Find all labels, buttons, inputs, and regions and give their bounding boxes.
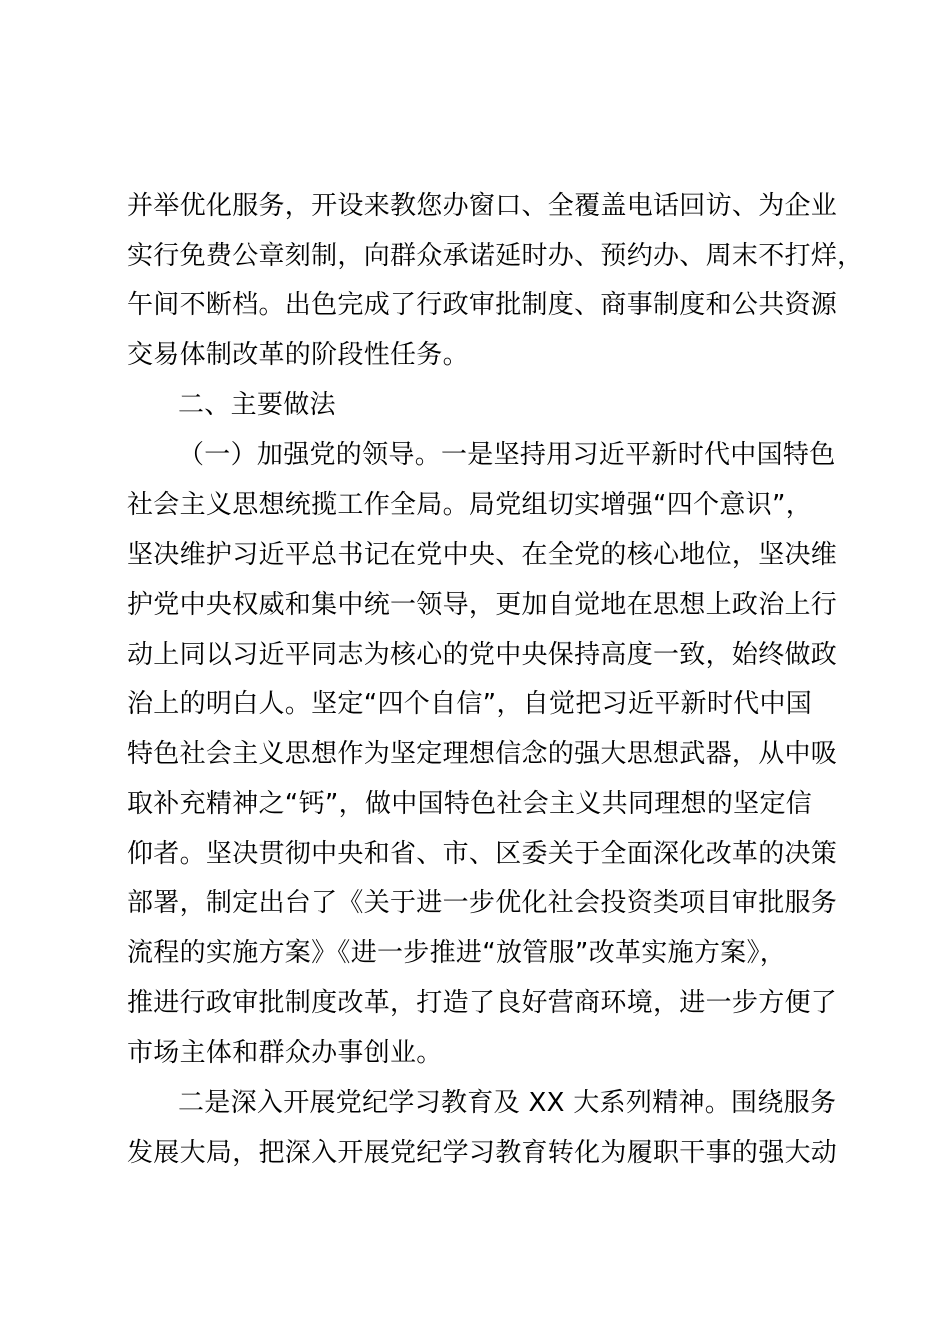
paragraph-line: 推进行政审批制度改革，打造了良好营商环境，进一步方便了 — [127, 988, 838, 1018]
paragraph-line: 午间不断档。出色完成了行政审批制度、商事制度和公共资源 — [127, 290, 838, 320]
paragraph-line: 护党中央权威和集中统一领导，更加自觉地在思想上政治上行 — [127, 590, 838, 620]
paragraph-line: 流程的实施方案》《进一步推进“放管服”改革实施方案》， — [127, 938, 787, 968]
paragraph-line: 并举优化服务，开设来教您办窗口、全覆盖电话回访、为企业 — [127, 191, 838, 221]
paragraph-line: 动上同以习近平同志为核心的党中央保持高度一致，始终做政 — [127, 640, 838, 670]
paragraph-line: 二是深入开展党纪学习教育及 XX 大系列精神。围绕服务 — [178, 1088, 837, 1118]
paragraph-line: 发展大局，把深入开展党纪学习教育转化为履职干事的强大动 — [127, 1138, 838, 1168]
paragraph-line: 实行免费公章刻制，向群众承诺延时办、预约办、周末不打烊， — [127, 241, 864, 271]
paragraph-line: 治上的明白人。坚定“四个自信”，自觉把习近平新时代中国 — [127, 689, 813, 719]
section-heading: 二、主要做法 — [178, 390, 336, 420]
paragraph-line: 部署，制定出台了《关于进一步优化社会投资类项目审批服务 — [127, 888, 838, 918]
paragraph-line: （一）加强党的领导。一是坚持用习近平新时代中国特色 — [178, 440, 836, 470]
paragraph-line: 仰者。坚决贯彻中央和省、市、区委关于全面深化改革的决策 — [127, 839, 838, 869]
paragraph-line: 取补充精神之“钙”，做中国特色社会主义共同理想的坚定信 — [127, 789, 813, 819]
paragraph-line: 市场主体和群众办事创业。 — [127, 1038, 443, 1068]
paragraph-line: 社会主义思想统揽工作全局。局党组切实增强“四个意识”， — [127, 490, 813, 520]
paragraph-line: 特色社会主义思想作为坚定理想信念的强大思想武器，从中吸 — [127, 739, 838, 769]
paragraph-line: 坚决维护习近平总书记在党中央、在全党的核心地位，坚决维 — [127, 540, 838, 570]
paragraph-line: 交易体制改革的阶段性任务。 — [127, 340, 469, 370]
